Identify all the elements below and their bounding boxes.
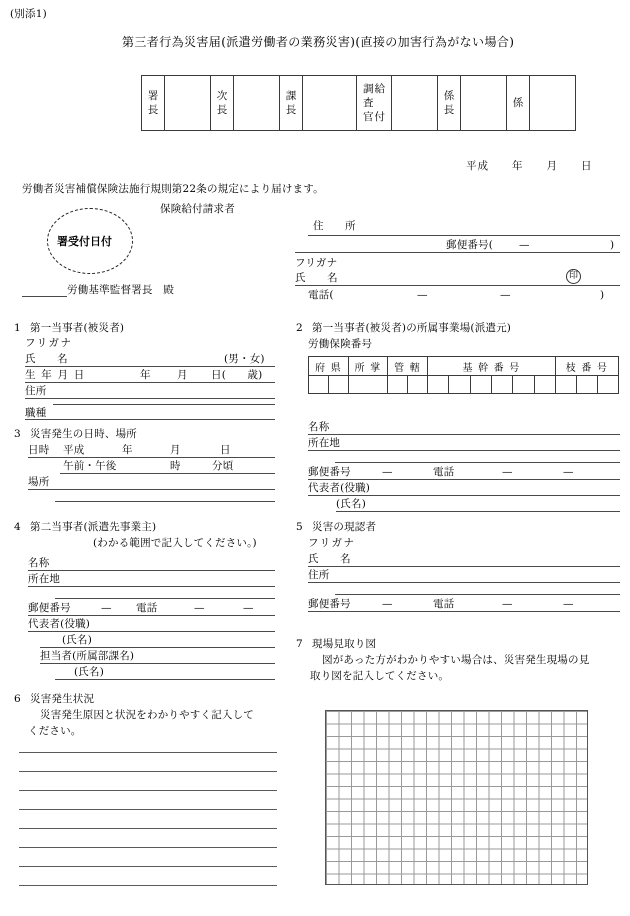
section-5-phone-dash-1: — [502,598,513,610]
section-5-address-label: 住所 [308,569,330,581]
section-1-address-rule-1 [25,398,275,399]
section-3-day: 日 [220,444,231,456]
section-2-rep-label: 代表者(役職) [308,482,371,494]
section-5-furigana-label: フリガナ [308,537,356,549]
section-3-place-rule-2 [55,501,275,502]
section-1-birth-year: 年 [140,369,151,381]
approval-cell-label: 課 長 [280,76,303,131]
section-4-location-label: 所在地 [28,573,61,585]
section-6-writing-line[interactable] [19,790,277,791]
claimant-name-rule [295,285,620,286]
section-2-rep-name-rule [336,511,620,512]
section-3-number: 3 [14,428,21,440]
section-1-occupation-label: 職種 [25,407,47,419]
section-2-rep-name-label: (氏名) [336,498,366,510]
section-3-place-label: 場所 [28,476,50,488]
section-3-minute: 分頃 [212,460,234,472]
approval-cell-blank[interactable] [303,76,357,131]
section-4-postal-label: 郵便番号 [28,602,71,614]
section-4-heading: 第二当事者(派遣先事業主) [30,521,157,533]
insurance-digit-cell[interactable] [491,376,512,394]
section-2-rep-rule [308,495,620,496]
section-6-writing-line[interactable] [19,771,277,772]
section-4-contact-name-label: (氏名) [74,666,104,678]
claimant-phone-close: ) [600,289,605,301]
section-4-name-label: 名称 [28,557,50,569]
section-3-datetime-rule [28,457,275,458]
section-4-rep-label: 代表者(役職) [28,618,91,630]
section-1-birth-month: 月 [177,369,188,381]
section-6-instruction-line-1: 災害発生原因と状況をわかりやすく記入して [40,709,254,721]
section-4-contact-label: 担当者(所属部課名) [40,650,135,662]
section-5-heading: 災害の現認者 [312,521,377,533]
section-4-location-rule-2 [55,598,275,599]
section-5-phone-dash-2: — [563,598,574,610]
insurance-header-cell: 基 幹 番 号 [428,357,556,376]
insurance-digit-cell[interactable] [309,376,329,394]
approval-cell-label: 署 長 [142,76,165,131]
section-6-writing-line[interactable] [19,847,277,848]
section-4-phone-dash-1: — [194,602,205,614]
section-3-era-label: 平成 [63,444,85,456]
section-5-address-rule-1 [308,582,620,583]
section-4-phone-label: 電話 [136,602,158,614]
section-6-number: 6 [14,693,21,705]
insurance-digit-cell[interactable] [329,376,349,394]
section-1-birth-rule [25,382,275,383]
insurance-digit-cell[interactable] [349,376,388,394]
claimant-label: 保険給付請求者 [160,203,235,215]
page-title: 第三者行為災害届(派遣労働者の業務災害)(直接の加害行為がない場合) [122,35,515,49]
section-3-ampm-label: 午前・午後 [63,460,117,472]
section-2-name-rule [308,434,620,435]
insurance-digit-cell[interactable] [534,376,555,394]
section-5-address-rule-2 [335,594,620,595]
section-5-number: 5 [296,521,303,533]
section-4-name-rule [28,570,275,571]
section-4-postal-phone-rule [28,615,275,616]
insurance-digit-cell[interactable] [449,376,470,394]
receipt-stamp-text: 署受付日付 [57,235,112,248]
seal-mark-icon: 印 [566,269,581,284]
approval-stamp-table [141,75,576,131]
section-1-name-rule [25,366,275,367]
section-5-postal-label: 郵便番号 [308,598,351,610]
section-5-name-label: 氏 名 [308,553,351,565]
insurance-header-cell: 枝 番 号 [555,357,618,376]
approval-cell-label: 次 長 [211,76,234,131]
insurance-digit-cell[interactable] [408,376,428,394]
labor-insurance-number-table [308,356,619,394]
section-4-number: 4 [14,521,21,533]
approval-cell-label-double: 調 査 官 給 付 [357,76,392,131]
section-2-phone-dash-1: — [502,466,513,478]
section-3-heading: 災害発生の日時、場所 [30,428,137,440]
section-2-name-label: 名称 [308,421,330,433]
section-2-insurance-number-label: 労働保険番号 [308,338,373,350]
section-2-postal-phone-rule [308,479,620,480]
approval-cell-label: 係 長 [438,76,461,131]
section-2-postal-dash: — [382,466,393,478]
approval-cell-blank[interactable] [392,76,438,131]
insurance-header-cell: 管 轄 [388,357,428,376]
section-6-writing-line[interactable] [19,885,277,886]
approval-cell-blank[interactable] [165,76,211,131]
claimant-name-label: 氏 名 [295,272,338,284]
section-2-postal-label: 郵便番号 [308,466,351,478]
attachment-label: (別添1) [10,8,47,20]
section-1-gender-label: (男・女) [224,353,265,365]
section-1-birth-day-age: 日( 歳) [211,369,263,381]
section-2-location-label: 所在地 [308,437,341,449]
claimant-address-rule [308,235,620,236]
approval-cell-blank[interactable] [234,76,280,131]
section-5-phone-label: 電話 [433,598,455,610]
insurance-header-cell: 所 掌 [349,357,388,376]
section-2-location-rule-1 [308,450,620,451]
section-6-writing-line[interactable] [19,752,277,753]
section-4-rep-name-label: (氏名) [62,634,92,646]
approval-cell-blank[interactable] [530,76,576,131]
section-1-number: 1 [14,322,21,334]
claimant-address-label: 住 所 [313,220,356,232]
section-4-subnote: (わかる範囲で記入してください。) [93,537,257,549]
section-7-heading: 現場見取り図 [312,638,377,650]
section-3-year: 年 [122,444,133,456]
section-4-postal-dash: — [101,602,112,614]
insurance-digit-cell[interactable] [388,376,408,394]
claimant-postal-label: 郵便番号( [446,239,494,251]
addressee-blank-rule [22,296,67,297]
section-3-datetime-label: 日時 [28,444,50,456]
section-1-name-label: 氏 名 [25,353,68,365]
section-2-number: 2 [296,322,303,334]
section-1-furigana-label: フリガナ [25,337,73,349]
section-4-rep-rule [28,631,275,632]
section-5-name-rule [308,566,620,567]
section-4-location-rule-1 [28,586,275,587]
claimant-postal-close: ) [610,239,615,251]
section-7-number: 7 [296,638,303,650]
section-5-postal-dash: — [382,598,393,610]
section-2-phone-label: 電話 [433,466,455,478]
section-4-rep-name-rule [40,647,275,648]
section-3-hour: 時 [170,460,181,472]
section-6-heading: 災害発生状況 [30,693,95,705]
section-4-contact-rule [40,663,275,664]
approval-cell-blank[interactable] [461,76,507,131]
insurance-digit-cell[interactable] [513,376,534,394]
approval-cell-label: 係 [507,76,530,131]
insurance-digit-cell[interactable] [597,376,618,394]
site-sketch-grid[interactable] [325,710,588,885]
addressee-label: 労働基準監督署長 殿 [67,284,174,296]
section-7-instruction-line-1: 図があった方がわかりやすい場合は、災害発生現場の見 [322,654,590,666]
insurance-digit-cell[interactable] [470,376,491,394]
section-2-location-rule-2 [335,462,620,463]
section-7-instruction-line-2: 取り図を記入してください。 [310,670,450,682]
claimant-postal-rule [295,252,620,253]
section-2-phone-dash-2: — [563,466,574,478]
claimant-phone-dash-1: — [417,289,428,301]
submission-date-line: 平成 年 月 日 [466,160,593,172]
section-6-writing-line[interactable] [19,866,277,867]
section-3-ampm-rule [60,473,275,474]
claimant-phone-dash-2: — [500,289,511,301]
section-2-heading: 第一当事者(被災者)の所属事業場(派遣元) [312,322,512,334]
section-6-writing-line[interactable] [19,809,277,810]
claimant-phone-label: 電話( [308,289,334,301]
section-1-address-label: 住所 [25,385,47,397]
section-5-postal-phone-rule [308,611,620,612]
insurance-digit-cell[interactable] [428,376,449,394]
section-3-place-rule-1 [28,489,275,490]
claimant-postal-dash: — [519,239,530,251]
insurance-digit-cell[interactable] [555,376,576,394]
section-4-phone-dash-2: — [243,602,254,614]
legal-statement: 労働者災害補償保険法施行規則第22条の規定により届けます。 [22,183,324,195]
section-4-contact-name-rule [55,679,275,680]
section-6-writing-line[interactable] [19,828,277,829]
section-1-address-rule-2 [53,404,275,405]
claimant-furigana-label: フリガナ [295,257,338,269]
section-1-address-rule-3 [25,419,275,420]
section-6-instruction-line-2: ください。 [28,725,82,737]
section-1-birth-label: 生 年 月 日 [25,369,86,381]
section-1-heading: 第一当事者(被災者) [30,322,125,334]
section-3-month: 月 [170,444,181,456]
insurance-header-cell: 府 県 [309,357,349,376]
insurance-digit-cell[interactable] [576,376,597,394]
